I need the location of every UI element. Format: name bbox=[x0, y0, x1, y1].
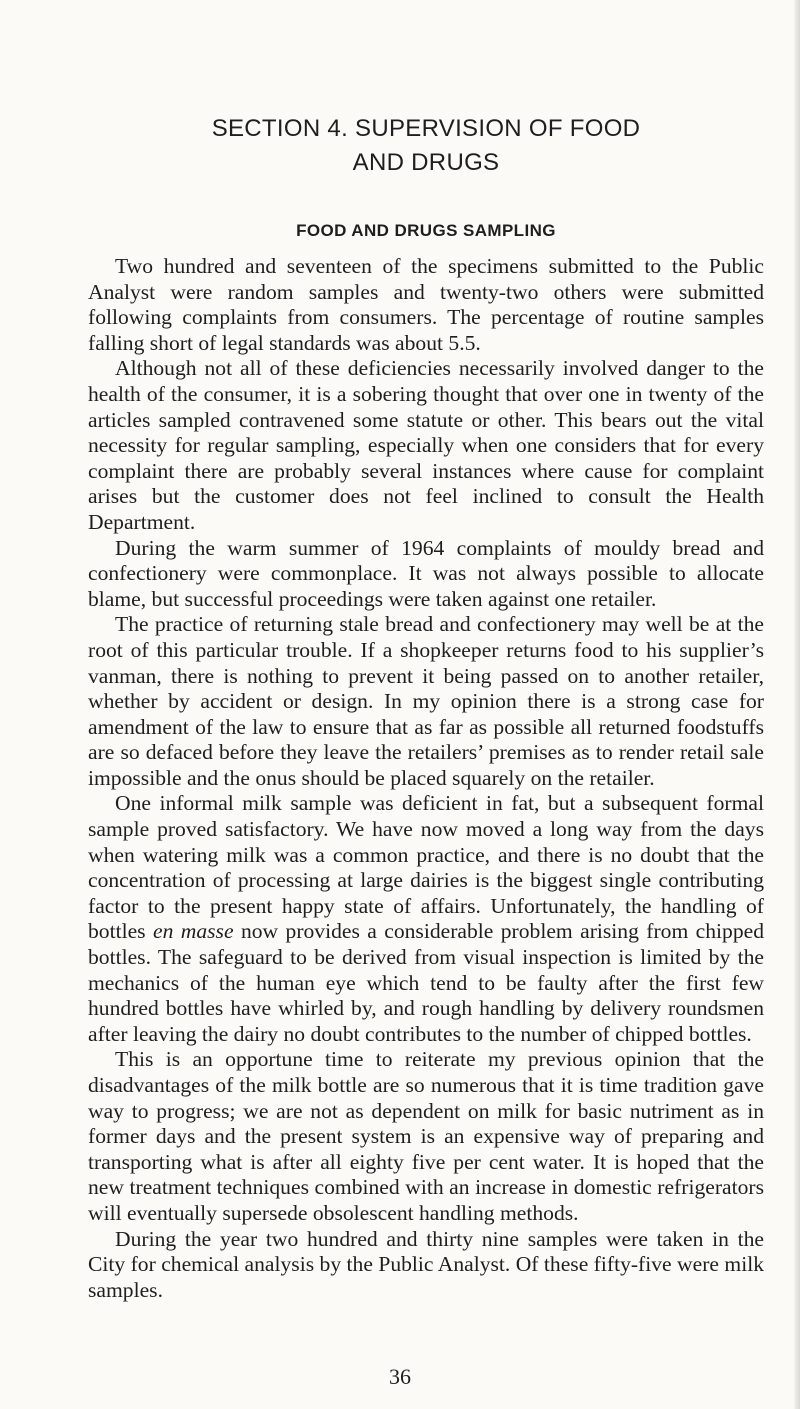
page-edge-shadow bbox=[794, 0, 800, 1409]
page-number: 36 bbox=[389, 1364, 411, 1389]
paragraph-milk-bottle: This is an opportune time to reiterate my previous opinion that the disadvantages of the milk bottle are so numerous that it is time tradition gave way to progress; we are not as dependent on milk for basic nutriment as in former days and the present system is an expensive way of preparing and transporting what is after all eighty five per cent water. It is hoped that the new treatment techniques combined with an increase in domestic refrigerators will eventually supersede obsolescent handling methods. bbox=[88, 1047, 764, 1225]
paragraph-deficiencies: Although not all of these deficiencies necessarily involved danger to the health of the consumer, it is a sobering thought that over one in twenty of the articles sampled contravened some statute or other. This bears out the vital necessity for regular sampling, especially when one considers that for every complaint there are probably several instances where cause for complaint arises but the customer does not feel inclined to consult the Health Department. bbox=[88, 356, 764, 534]
milk-text-part-1: One informal milk sample was deficient in fat, but a subsequent formal sample proved satisfactory. We have now moved a long way from the days when watering milk was a common practice, and there is no doubt that the concentration of processing at large dairies is the biggest single contributing factor to the present happy state of affairs. Unfortunately, the handling of bottles bbox=[88, 791, 764, 944]
section-title-line-2: AND DRUGS bbox=[352, 149, 500, 176]
milk-text-part-2: now provides a considerable problem arising from chipped bottles. The safeguard to be derived from visual inspection is limited by the mechanics of the human eye which tend to be faulty after the first few hundred bottles have whirled by, and rough handling by delivery roundsmen after leaving the dairy no doubt contributes to the number of chipped bottles. bbox=[88, 919, 765, 1046]
paragraph-stale-bread: The practice of returning stale bread and confectionery may well be at the root of this particular trouble. If a shopkeeper returns food to his supplier’s vanman, there is nothing to prevent it being passed on to another retailer, whether by accident or design. In my opinion there is a strong case for amendment of the law to ensure that as far as possible all returned foodstuffs are so defaced before they leave the retailers’ premises as to render retail sale impossible and the onus should be placed squarely on the retailer. bbox=[88, 612, 764, 790]
document-page bbox=[88, 112, 764, 1303]
section-title bbox=[88, 112, 764, 180]
paragraph-samples-count: During the year two hundred and thirty nine samples were taken in the City for chemical analysis by the Public Analyst. Of these fifty-five were milk samples. bbox=[88, 1226, 764, 1302]
paragraph-mouldy-bread: During the warm summer of 1964 complaints of mouldy bread and confectionery were commonplace. It was not always possible to allocate blame, but successful proceedings were taken against one retailer. bbox=[88, 535, 764, 611]
milk-text-italic: en masse bbox=[152, 919, 234, 944]
section-title-line-1: SECTION 4. SUPERVISION OF FOOD bbox=[211, 115, 641, 142]
paragraph-sampling-summary: Two hundred and seventeen of the specimens submitted to the Public Analyst were random samples and twenty-two others were submitted following complaints from consumers. The percentage of routine samples falling short of legal standards was about 5.5. bbox=[88, 254, 764, 355]
paragraph-milk-sample bbox=[88, 791, 764, 1047]
subheading: FOOD AND DRUGS SAMPLING bbox=[296, 221, 556, 240]
